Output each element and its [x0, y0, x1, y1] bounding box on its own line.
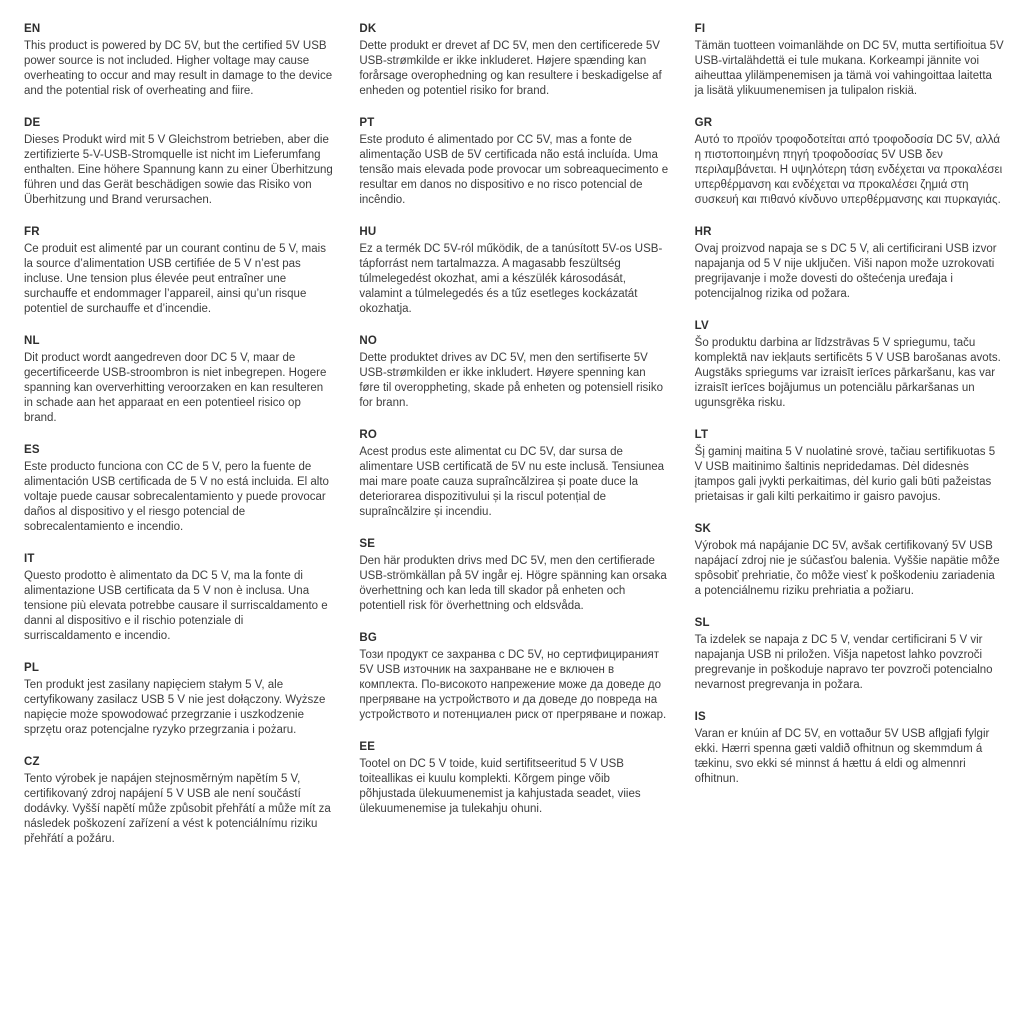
language-code-heading: HR: [694, 226, 712, 238]
language-paragraph: Tento výrobek je napájen stejnosměrným napětím 5 V, certifikovaný zdroj napájení 5 V USB ale není součástí dodávky. Vyšší napětí může způsobit přehřátí a může mít za následek poškození zařízení a vést k potenciálnímu riziku přehřátí a požáru.: [24, 773, 331, 845]
language-section: [24, 552, 333, 644]
language-section: [695, 225, 1004, 302]
language-section: [695, 710, 1004, 787]
language-code-heading: IS: [694, 711, 706, 723]
language-paragraph: Ce produit est alimenté par un courant continu de 5 V, mais la source d’alimentation USB certifiée de 5 V n’est pas incluse. Une tension plus élevée peut entraîner une surchauffe et endommager l’appareil, ainsi qu’un risque potentiel de surchauffe et d’incendie.: [24, 243, 326, 315]
language-paragraph: Varan er knúin af DC 5V, en vottaður 5V USB aflgjafi fylgir ekki. Hærri spenna gæti valdið ofhitnun og skemmdum á tækinu, svo ekki sé minnst á hættu á eldi og almennri ofhitnun.: [694, 728, 990, 785]
language-paragraph: Dit product wordt aangedreven door DC 5 V, maar de gecertificeerde USB-stroombron is niet inbegrepen. Hogere spanning kan oververhitting veroorzaken en kan resulteren in schade aan het apparaat en een potentieel risico op brand.: [24, 352, 327, 424]
language-section: [695, 116, 1004, 208]
language-code-heading: SE: [359, 538, 376, 550]
language-paragraph: Tämän tuotteen voimanlähde on DC 5V, mutta sertifioitua 5V USB-virtalähdettä ei tule mukana. Korkeampi jännite voi aiheuttaa ylilämpenemisen ja tämä voi vahingoittaa laitetta ja lisätä ylikuumenemisen ja tulipalon riskiä.: [694, 40, 1004, 97]
language-section: [695, 522, 1004, 599]
language-section: [359, 631, 668, 723]
language-code-heading: GR: [694, 117, 713, 129]
language-section: [24, 225, 333, 317]
language-code-heading: DE: [24, 117, 41, 129]
language-section: [359, 537, 668, 614]
language-paragraph: Ten produkt jest zasilany napięciem stałym 5 V, ale certyfikowany zasilacz USB 5 V nie jest dołączony. Wyższe napięcie może spowodować przegrzanie i uszkodzenie sprzętu oraz potencjalne ryzyko przegrzania i pożaru.: [24, 679, 326, 736]
text-column-1: [24, 22, 333, 1004]
language-section: [24, 755, 333, 847]
language-section: [695, 616, 1004, 693]
language-paragraph: Este producto funciona con CC de 5 V, pero la fuente de alimentación USB certificada de 5 V no está incluida. El alto voltaje puede causar sobrecalentamiento y puede provocar daños al dispositivo y el riesgo potencial de sobrecalentamiento e incendio.: [24, 461, 329, 533]
language-paragraph: Šį gaminį maitina 5 V nuolatinė srovė, tačiau sertifikuotas 5 V USB maitinimo šaltinis nepridedamas. Dėl didesnės įtampos gali įvykti perkaitimas, dėl kurio gali būti pažeistas prietaisas ir gali kilti perkaitimo ir gaisro pavojus.: [694, 446, 996, 503]
language-paragraph: Този продукт се захранва с DC 5V, но сертифицираният 5V USB източник на захранване не е включен в комплекта. По-високото напрежение може да доведе до прегряване на устройството и да доведе до повреда на устройството и потенциален риск от прегряване и пожар.: [359, 649, 667, 721]
language-code-heading: PL: [24, 662, 40, 674]
language-code-heading: BG: [359, 632, 377, 644]
language-section: [695, 319, 1004, 411]
language-code-heading: CZ: [24, 756, 40, 768]
text-column-2: [359, 22, 668, 1004]
language-code-heading: SL: [694, 617, 710, 629]
language-code-heading: FR: [24, 226, 40, 238]
language-paragraph: Dette produktet drives av DC 5V, men den sertifiserte 5V USB-strømkilden er ikke inkludert. Høyere spenning kan føre til overoppheting, skade på enheten og potensiell risiko for brann.: [359, 352, 663, 409]
language-section: [359, 428, 668, 520]
language-section: [24, 334, 333, 426]
language-section: [24, 443, 333, 535]
language-section: [359, 740, 668, 817]
language-section: [24, 22, 333, 99]
language-code-heading: NL: [24, 335, 40, 347]
language-code-heading: EN: [24, 23, 41, 35]
language-paragraph: Questo prodotto è alimentato da DC 5 V, ma la fonte di alimentazione USB certificata da 5 V non è inclusa. Una tensione più elevata potrebbe causare il surriscaldamento e danni al dispositivo e il rischio potenziale di surriscaldamento e incendio.: [24, 570, 328, 642]
language-code-heading: LV: [694, 320, 709, 332]
language-section: [695, 22, 1004, 99]
language-paragraph: Tootel on DC 5 V toide, kuid sertifitseeritud 5 V USB toiteallikas ei kuulu komplekti. Kõrgem pinge võib põhjustada ülekuumenemist ja kahjustada seadet, viies ülekuumenemise ja tulekahju ohuni.: [359, 758, 641, 815]
language-paragraph: Ovaj proizvod napaja se s DC 5 V, ali certificirani USB izvor napajanja od 5 V nije uključen. Viši napon može uzrokovati pregrijavanje i može dovesti do oštećenja uređaja i potencijalnog rizika od požara.: [694, 243, 997, 300]
text-column-3: [695, 22, 1004, 1004]
language-section: [24, 661, 333, 738]
language-section: [359, 116, 668, 208]
language-paragraph: Šo produktu darbina ar līdzstrāvas 5 V spriegumu, taču komplektā nav iekļauts sertificēts 5 V USB barošanas avots. Augstāks spriegums var izraisīt ierīces pārkaršanu, kas var izraisīt ierīces bojājumus un potenciālu pārkaršanas un ugunsgrēka risku.: [694, 337, 1001, 409]
language-paragraph: Dette produkt er drevet af DC 5V, men den certificerede 5V USB-strømkilde er ikke inkluderet. Højere spænding kan forårsage overophedning og kan resultere i beskadigelse af enheden og potentiel risiko for brand.: [359, 40, 662, 97]
language-code-heading: ES: [24, 444, 40, 456]
language-paragraph: Výrobok má napájanie DC 5V, avšak certifikovaný 5V USB napájací zdroj nie je súčasťou balenia. Vyššie napätie môže spôsobiť prehriatie, čo môže viesť k poškodeniu zariadenia a potenciálnemu riziku prehriatia a požiaru.: [694, 540, 1000, 597]
language-code-heading: RO: [359, 429, 377, 441]
language-section: [695, 428, 1004, 505]
language-code-heading: FI: [694, 23, 706, 35]
language-paragraph: This product is powered by DC 5V, but the certified 5V USB power source is not included. Higher voltage may cause overheating to occur and may result in damage to the device and the potential risk of overheating and fiire.: [24, 40, 333, 97]
language-code-heading: EE: [359, 741, 376, 753]
language-code-heading: PT: [359, 117, 375, 129]
language-code-heading: LT: [694, 429, 709, 441]
language-paragraph: Ez a termék DC 5V-ról működik, de a tanúsított 5V-os USB-tápforrást nem tartalmazza. A magasabb feszültség túlmelegedést okozhat, ami a készülék károsodását, valamint a túlmelegedés és a tűz esetleges kockázatát okozhatja.: [359, 243, 663, 315]
language-code-heading: HU: [359, 226, 377, 238]
language-paragraph: Este produto é alimentado por CC 5V, mas a fonte de alimentação USB de 5V certificada não está incluída. Uma tensão mais elevada pode provocar um sobreaquecimento e resultar em danos no dispositivo e no risco potencial de incêndio.: [359, 134, 669, 206]
language-section: [24, 116, 333, 208]
language-paragraph: Αυτό το προϊόν τροφοδοτείται από τροφοδοσία DC 5V, αλλά η πιστοποιημένη πηγή τροφοδοσίας 5V USB δεν περιλαμβάνεται. Η υψηλότερη τάση ενδέχεται να προκαλέσει υπερθέρμανση και ενδέχεται να προκαλέσει ζημιά στη συσκευή και πιθανό κίνδυνο υπερθέρμανσης και πυρκαγιάς.: [694, 134, 1003, 206]
language-code-heading: NO: [359, 335, 377, 347]
language-paragraph: Ta izdelek se napaja z DC 5 V, vendar certificirani 5 V vir napajanja USB ni priložen. Višja napetost lahko povzroči pregrevanje in poškoduje napravo ter povzroči potencialno nevarnost pregrevanja in požara.: [694, 634, 993, 691]
language-section: [359, 225, 668, 317]
language-section: [359, 334, 668, 411]
language-paragraph: Den här produkten drivs med DC 5V, men den certifierade USB-strömkällan på 5V ingår ej. Högre spänning kan orsaka överhettning och kan leda till skador på enheten och potentiell risk för överhettning och eldsvåda.: [359, 555, 667, 612]
language-paragraph: Dieses Produkt wird mit 5 V Gleichstrom betrieben, aber die zertifizierte 5-V-USB-Stromquelle ist nicht im Lieferumfang enthalten. Eine höhere Spannung kann zu einer Überhitzung führen und das Gerät beschädigen sowie das Risiko von Überhitzung und Brand verursachen.: [24, 134, 333, 206]
language-code-heading: IT: [24, 553, 35, 565]
language-code-heading: DK: [359, 23, 377, 35]
language-code-heading: SK: [694, 523, 712, 535]
language-paragraph: Acest produs este alimentat cu DC 5V, dar sursa de alimentare USB certificată de 5V nu este inclusă. Tensiunea mai mare poate cauza supraîncălzirea și poate duce la deteriorarea dispozitivului și la riscul potențial de supraîncălzire și incendiu.: [359, 446, 665, 518]
language-section: [359, 22, 668, 99]
